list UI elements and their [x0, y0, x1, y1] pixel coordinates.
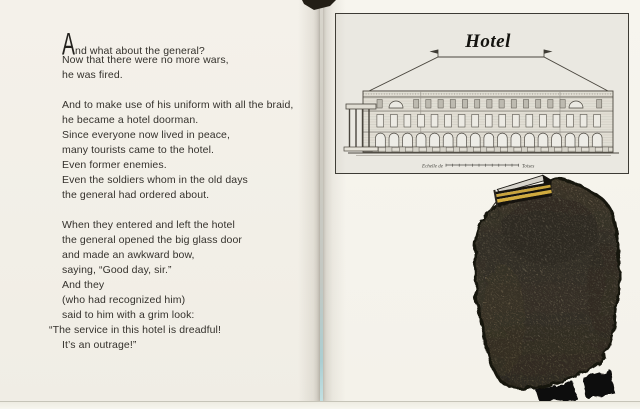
gutter-shadow-right — [322, 0, 346, 409]
drop-cap: A — [62, 26, 75, 62]
poem-line: said to him with a grim look: — [62, 309, 195, 321]
poem-line: When they entered and left the hotel — [62, 219, 235, 231]
poem-line: Even former enemies. — [62, 159, 167, 171]
roof — [369, 50, 608, 92]
poem-line-text: nd what about the general? — [75, 45, 205, 57]
poem-line: the general had ordered about. — [62, 189, 210, 201]
poem — [49, 26, 294, 368]
poem-line: the general opened the big glass door — [62, 234, 243, 246]
poem-line: many tourists came to the hotel. — [62, 144, 215, 156]
poem-line: Since everyone now lived in peace, — [62, 129, 231, 141]
poem-line: he was fired. — [62, 69, 123, 81]
stanza-1 — [62, 26, 293, 83]
illustration-title: Hotel — [465, 31, 511, 52]
spine-top-binding — [296, 0, 340, 12]
upper-windows-group — [377, 115, 601, 128]
gutter-shadow-left — [298, 0, 320, 409]
page-bottom-edge — [0, 401, 640, 409]
poem-line: And they — [62, 279, 105, 291]
poem-line: Now that there were no more wars, — [62, 54, 229, 66]
right-page — [322, 0, 640, 409]
right-shoe-illustration — [583, 371, 614, 398]
poem-line: And to make use of his uniform with all the braid, — [62, 99, 294, 111]
poem-line: saying, “Good day, sir.” — [62, 264, 172, 276]
poem-line: Even the soldiers whom in the old days — [62, 174, 248, 186]
arcade-group — [376, 133, 603, 147]
doorman-coat-illustration — [475, 178, 623, 393]
stanza-2 — [62, 98, 293, 203]
doorman-figure — [455, 160, 640, 409]
scale-label-left: Echelle de — [422, 164, 443, 170]
poem-line: and made an awkward bow, — [62, 249, 195, 261]
poem-line: (who had recognized him) — [62, 294, 186, 306]
poem-line: he became a hotel doorman. — [62, 114, 199, 126]
poem-line: “The service in this hotel is dreadful! — [49, 324, 221, 336]
poem-line: It’s an outrage!” — [62, 339, 137, 351]
scale-label-right: Toises — [522, 164, 535, 170]
stanza-3 — [49, 218, 293, 353]
hotel-illustration-frame — [335, 13, 629, 174]
book-spine-gutter — [320, 5, 323, 401]
